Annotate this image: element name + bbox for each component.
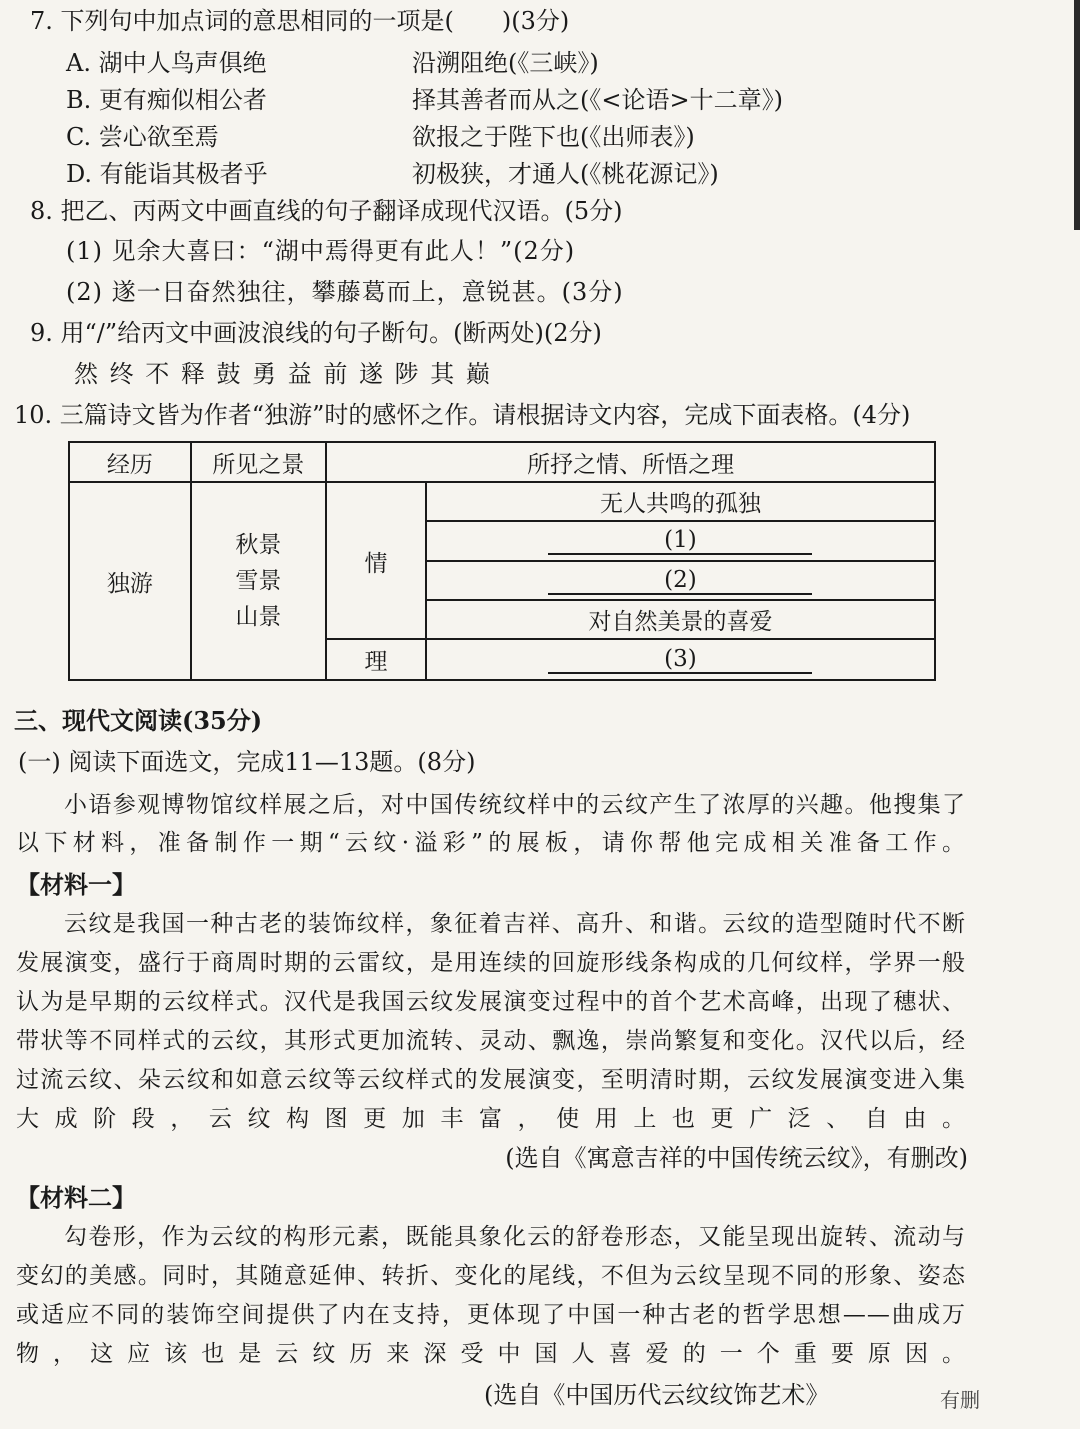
scenery-cell: [191, 482, 327, 680]
blank-1[interactable]: (1): [548, 527, 812, 555]
q7-option-b-left: B. 更有痴似相公者: [66, 86, 267, 114]
q7-option-d-right: 初极狭，才通人(《桃花源记》): [412, 160, 719, 188]
blank-3[interactable]: (3): [548, 646, 812, 674]
q7-option-a-right: 沿溯阻绝(《三峡》): [412, 49, 599, 77]
qing-label: 情: [326, 482, 426, 639]
q7-option-c-left: C. 尝心欲至焉: [66, 123, 219, 151]
q7-stem: 7. 下列句中加点词的意思相同的一项是( )(3分): [30, 7, 570, 35]
material2-source-tail: 有删: [940, 1388, 980, 1412]
li-row: [426, 639, 935, 680]
page-edge-shadow: [1074, 0, 1080, 230]
li-label: 理: [326, 639, 426, 680]
q7-option-d-left: D. 有能诣其极者乎: [66, 160, 268, 188]
header-scenery: 所见之景: [191, 442, 327, 482]
scene-mountain: 山景: [235, 604, 282, 630]
material2-text: 勾卷形，作为云纹的构形元素，既能具象化云的舒卷形态，又能呈现出旋转、流动与变幻的美感。同时，其随意延伸、转折、变化的尾线，不但为云纹呈现不同的形象、姿态或适应不同的装饰空间提供了内在支持，更体现了中国一种古老的哲学思想——曲成万物，这应该也是云纹历来深受中国人喜爱的一个重要原因。: [16, 1224, 966, 1367]
qing-row-4: 对自然美景的喜爱: [426, 600, 935, 639]
q8-item-1: (1) 见余大喜曰：“湖中焉得更有此人！”(2分): [66, 237, 576, 265]
qing-row-3: [426, 561, 935, 600]
header-feelings: 所抒之情、所悟之理: [326, 442, 935, 482]
q10-stem: 10. 三篇诗文皆为作者“独游”时的感怀之作。请根据诗文内容，完成下面表格。(4分): [14, 401, 911, 429]
experience-cell: 独游: [69, 482, 191, 680]
material1-text: 云纹是我国一种古老的装饰纹样，象征着吉祥、高升、和谐。云纹的造型随时代不断发展演变，盛行于商周时期的云雷纹，是用连续的回旋形线条构成的几何纹样，学界一般认为是早期的云纹样式。汉代是我国云纹发展演变过程中的首个艺术高峰，出现了穗状、带状等不同样式的云纹，其形式更加流转、灵动、飘逸，崇尚繁复和变化。汉代以后，经过流云纹、朵云纹和如意云纹等云纹样式的发展演变，至明清时期，云纹发展演变进入集大成阶段，云纹构图更加丰富，使用上也更广泛、自由。: [16, 911, 966, 1132]
q9-stem: 9. 用“/”给丙文中画波浪线的句子断句。(断两处)(2分): [30, 319, 602, 347]
q7-option-c-right: 欲报之于陛下也(《出师表》): [412, 123, 695, 151]
material2-title: 【材料二】: [16, 1183, 136, 1212]
intro-paragraph: 小语参观博物馆纹样展之后，对中国传统纹样中的云纹产生了浓厚的兴趣。他搜集了以下材料，准备制作一期“云纹·溢彩”的展板，请你帮他完成相关准备工作。: [16, 792, 966, 856]
header-experience: 经历: [69, 442, 191, 482]
q7-option-a-left: A. 湖中人鸟声俱绝: [66, 49, 267, 77]
q7-option-b-right: 择其善者而从之(《<论语>十二章》): [412, 86, 783, 114]
blank-2[interactable]: (2): [548, 567, 812, 595]
material1-title: 【材料一】: [16, 870, 136, 899]
section3-title: 三、现代文阅读(35分): [14, 706, 263, 735]
q10-table: [68, 441, 936, 681]
material2-source: (选自《中国历代云纹纹饰艺术》: [484, 1381, 830, 1409]
scene-snow: 雪景: [235, 568, 282, 594]
scene-autumn: 秋景: [235, 532, 282, 558]
q8-item-2: (2) 遂一日奋然独往，攀藤葛而上，意锐甚。(3分): [66, 278, 624, 306]
q8-stem: 8. 把乙、丙两文中画直线的句子翻译成现代汉语。(5分): [30, 197, 623, 225]
q9-sentence: 然 终 不 释 鼓 勇 益 前 遂 陟 其 巅: [74, 360, 492, 388]
section3-sub: (一) 阅读下面选文，完成11—13题。(8分): [18, 748, 476, 776]
qing-row-2: [426, 521, 935, 561]
qing-row-1: 无人共鸣的孤独: [426, 482, 935, 521]
material1-source: (选自《寓意吉祥的中国传统云纹》，有删改): [505, 1144, 968, 1172]
